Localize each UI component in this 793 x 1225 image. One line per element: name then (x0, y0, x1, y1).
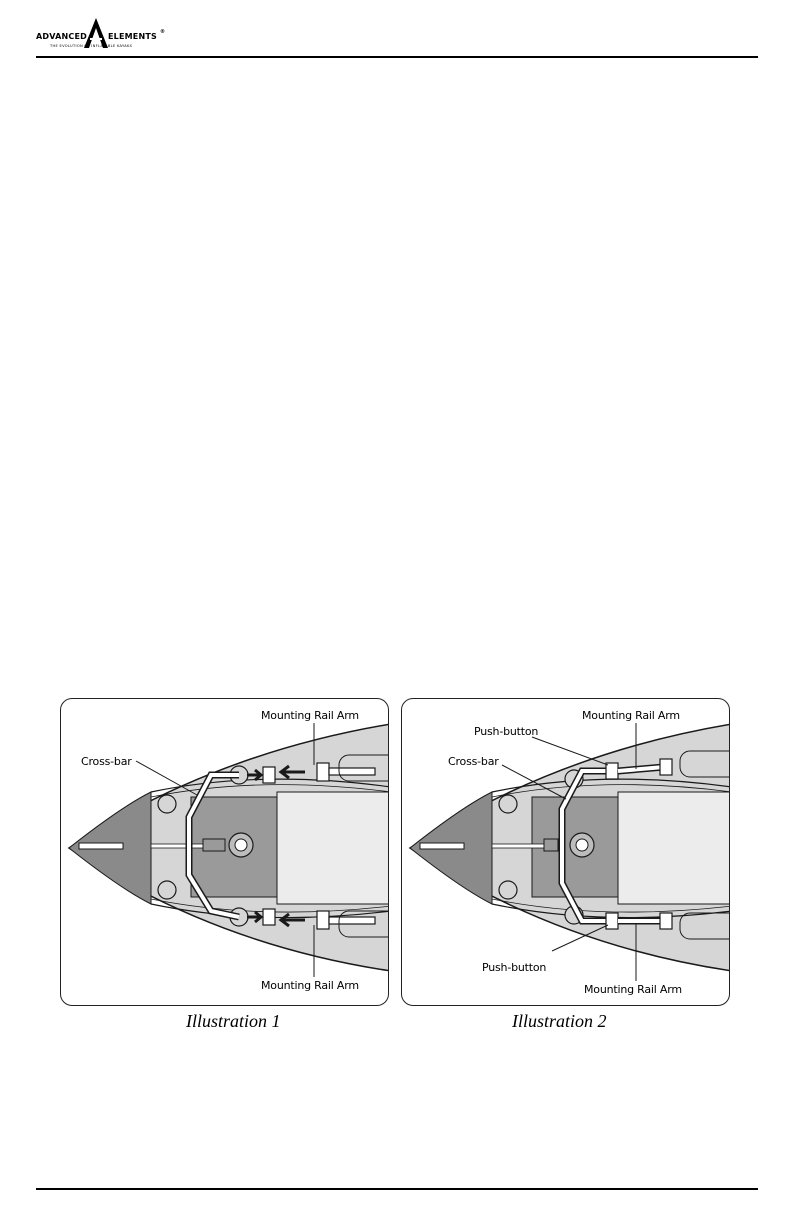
label-push-button-top: Push-button (474, 725, 539, 738)
label-mounting-rail-arm-top: Mounting Rail Arm (582, 709, 680, 722)
label-cross-bar: Cross-bar (81, 755, 132, 768)
label-cross-bar: Cross-bar (448, 755, 499, 768)
caption-illustration-1: Illustration 1 (186, 1011, 281, 1031)
registered-mark: ® (160, 29, 166, 35)
brand-tagline: THE EVOLUTION OF INFLATABLE KAYAKS (50, 44, 133, 48)
footer-rule (36, 1188, 758, 1190)
caption-illustration-2: Illustration 2 (512, 1011, 607, 1031)
brand-logo (36, 18, 166, 52)
illustration-1-panel (60, 698, 389, 1006)
header-rule (36, 56, 758, 58)
kayak-bow-diagram-2 (402, 699, 729, 1005)
label-push-button-bottom: Push-button (482, 961, 547, 974)
brand-name-right: ELEMENTS (108, 32, 157, 41)
illustration-2-panel (401, 698, 730, 1006)
kayak-bow-diagram-1 (61, 699, 388, 1005)
label-mounting-rail-arm-top: Mounting Rail Arm (261, 709, 359, 722)
brand-name-left: ADVANCED (36, 32, 87, 41)
label-mounting-rail-arm-bottom: Mounting Rail Arm (584, 983, 682, 996)
label-mounting-rail-arm-bottom: Mounting Rail Arm (261, 979, 359, 992)
